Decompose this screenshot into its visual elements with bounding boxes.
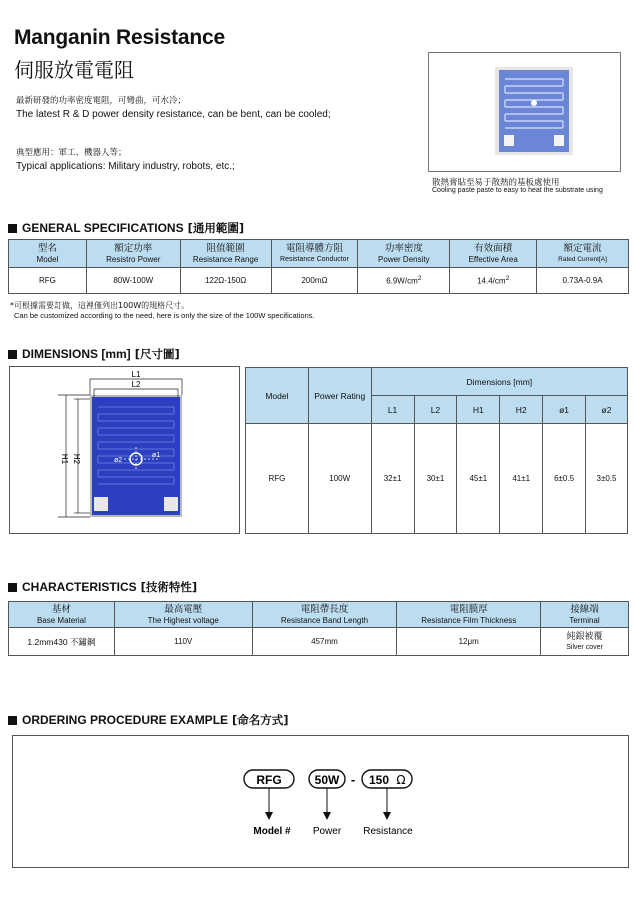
col-dimensions: Dimensions [mm]: [371, 368, 627, 396]
cell-d1: 6±0.5: [543, 424, 586, 534]
terminal-en: Silver cover: [566, 643, 603, 651]
label-h1: H1: [60, 453, 69, 465]
cell-area: $14.4/cm^2$: [450, 268, 537, 294]
table-header-row: [246, 368, 628, 396]
dimensions-heading-en: DIMENSIONS [mm]: [22, 347, 131, 361]
cell-terminal: [541, 628, 629, 656]
section-bullet-icon: [8, 583, 17, 592]
col-range: 阻值範圍 Resistance Range: [180, 240, 271, 268]
cell-h2: 41±1: [500, 424, 543, 534]
col-d1: ø1: [543, 396, 586, 424]
cell-h1: 45±1: [457, 424, 500, 534]
col-density: 功率密度 Power Density: [358, 240, 450, 268]
general-specs-heading: [8, 220, 244, 236]
section-bullet-icon: [8, 224, 17, 233]
intro-apps-zh: 典型應用：軍工、機器人等；: [16, 148, 127, 158]
customization-note-zh: *可根據需要訂做，這裡僅列出100W的規格尺寸。: [10, 301, 190, 310]
label-power: Power: [312, 826, 342, 837]
cell-current: 0.73A-0.9A: [537, 268, 629, 294]
col-l1: L1: [371, 396, 414, 424]
label-resistance: Resistance: [363, 826, 413, 837]
page-title-zh: 伺服放電電阻: [14, 58, 134, 82]
label-l2: L2: [131, 380, 141, 389]
arrow-down-icon: [323, 812, 331, 820]
intro-desc-en: The latest R & D power density resistance, can be bent, can be cooled;: [16, 109, 331, 120]
col-current: 額定電流 Rated Current[A]: [537, 240, 629, 268]
section-bullet-icon: [8, 716, 17, 725]
general-specs-heading-en: GENERAL SPECIFICATIONS: [22, 221, 184, 235]
page-title: Manganin Resistance: [14, 26, 225, 49]
cell-l1: 32±1: [371, 424, 414, 534]
col-area: 有效面積 Effective Area: [450, 240, 537, 268]
cell-highest-voltage: 110V: [114, 628, 252, 656]
terminal-zh: 純銀被覆: [566, 631, 603, 642]
cell-d2: 3±0.5: [586, 424, 628, 534]
col-l2: L2: [414, 396, 457, 424]
intro-description: [16, 95, 331, 121]
section-bullet-icon: [8, 350, 17, 359]
cell-power: 80W-100W: [86, 268, 180, 294]
intro-applications: [16, 147, 235, 173]
cell-l2: 30±1: [414, 424, 457, 534]
dimensions-heading: [8, 346, 180, 362]
cell-power: 100W: [308, 424, 371, 534]
cell-range: 122Ω-150Ω: [180, 268, 271, 294]
photo-caption-zh: 散熱膏貼至易于散熱的基板處使用: [432, 178, 560, 188]
table-row: [9, 628, 629, 656]
characteristics-heading-en: CHARACTERISTICS: [22, 580, 137, 594]
label-d1: ø1: [152, 452, 161, 459]
table-header-row: [9, 602, 629, 628]
code-resistance: 150: [368, 773, 390, 787]
ordering-heading-zh: [命名方式]: [232, 713, 289, 727]
col-power: 額定功率 Resistro Power: [86, 240, 180, 268]
ordering-heading: [8, 712, 289, 728]
code-power: 50W: [314, 773, 340, 787]
arrow-down-icon: [265, 812, 273, 820]
table-row: [9, 268, 629, 294]
cell-model: RFG: [9, 268, 87, 294]
col-conductor: 電阻導體方阻 Resistance Conductor: [271, 240, 358, 268]
cell-density: $6.9W/cm^2$: [358, 268, 450, 294]
cell-film-thickness: 12μm: [397, 628, 541, 656]
col-film-thickness: 電阻膜厚 Resistance Film Thickness: [397, 602, 541, 628]
cell-model: RFG: [246, 424, 309, 534]
characteristics-heading: [8, 579, 197, 595]
col-h1: H1: [457, 396, 500, 424]
intro-desc-zh: 最新研發的功率密度電阻，可彎曲，可水冷；: [16, 96, 187, 106]
col-terminal: 接線端 Terminal: [541, 602, 629, 628]
col-model: Model: [246, 368, 309, 424]
label-model: Model #: [253, 826, 291, 837]
dimensions-table: [245, 367, 628, 534]
col-d2: ø2: [586, 396, 628, 424]
col-base-material: 基材 Base Material: [9, 602, 115, 628]
col-power-rating: Power Rating: [308, 368, 371, 424]
label-l1: L1: [131, 370, 141, 379]
table-row: [246, 424, 628, 534]
photo-caption-en: Cooling paste paste to easy to heat the substrate using: [432, 187, 603, 194]
general-specs-table: [8, 239, 629, 294]
col-band-length: 電阻帶長度 Resistance Band Length: [252, 602, 397, 628]
characteristics-table: [8, 601, 629, 656]
col-h2: H2: [500, 396, 543, 424]
ordering-heading-en: ORDERING PROCEDURE EXAMPLE: [22, 713, 229, 727]
cell-band-length: 457mm: [252, 628, 397, 656]
characteristics-heading-zh: [技術特性]: [140, 580, 198, 594]
customization-note-en: Can be customized according to the need, here is only the size of the 100W specifications.: [14, 311, 315, 320]
dimension-drawing: [9, 366, 240, 534]
ohm-symbol: Ω: [396, 773, 406, 787]
table-header-row: [9, 240, 629, 268]
product-photo-image: [429, 53, 620, 171]
intro-apps-en: Typical applications: Military industry, robots, etc.;: [16, 161, 235, 172]
product-photo: [428, 52, 621, 172]
arrows: [269, 788, 387, 814]
label-d2: ø2: [114, 457, 123, 464]
arrow-down-icon: [383, 812, 391, 820]
general-specs-heading-zh: [通用範圍]: [187, 221, 245, 235]
code-model: RFG: [256, 773, 282, 787]
dimensions-heading-zh: [尺寸圖]: [134, 347, 180, 361]
ordering-example-diagram: [13, 736, 628, 867]
ordering-example-box: [12, 735, 629, 868]
col-highest-voltage: 最高電壓 The Highest voltage: [114, 602, 252, 628]
cell-conductor: 200mΩ: [271, 268, 358, 294]
dimension-drawing-svg: [10, 367, 239, 533]
label-h2: H2: [72, 453, 81, 465]
code-dash: -: [350, 772, 356, 787]
cell-base-material: 1.2mm430 不鏽鋼: [9, 628, 115, 656]
col-model: 型名 Model: [9, 240, 87, 268]
